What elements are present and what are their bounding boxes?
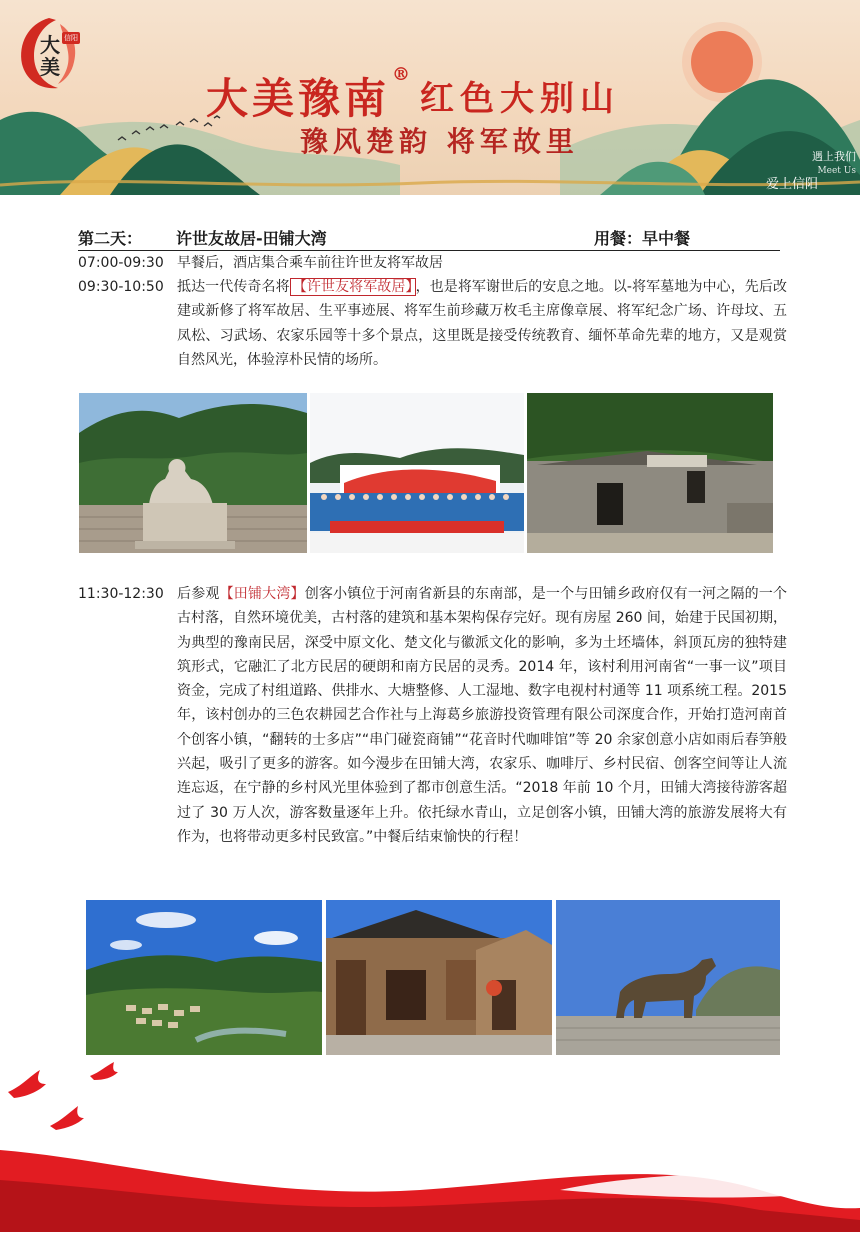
itinerary-text: 早餐后，酒店集合乘车前往许世友将军故居 xyxy=(177,255,443,271)
brand-logo xyxy=(14,14,84,92)
brand-subtitle: 红色大别山 xyxy=(420,79,621,119)
itinerary-time: 07:00-09:30 xyxy=(78,255,164,271)
vertical-slogan-line3: 爱上信阳 xyxy=(766,177,819,192)
photo-village-aerial xyxy=(86,900,322,1055)
itinerary-time: 09:30-10:50 xyxy=(78,279,164,295)
dove-icon xyxy=(8,1062,118,1130)
meal-info: 用餐：早中餐 xyxy=(594,229,691,248)
itinerary-prefix: 抵达一代传奇名将 xyxy=(177,279,290,295)
footer-decoration xyxy=(0,1040,860,1232)
slogan: 豫风楚韵 将军故里 xyxy=(300,125,579,158)
photo-group-gathering xyxy=(310,393,524,553)
brand-heading xyxy=(206,64,621,123)
highlight-attraction: 【许世友将军故居】 xyxy=(290,278,416,296)
photo-old-street xyxy=(326,900,552,1055)
itinerary-suffix: ，也是将军谢世后的安息之地。以-将军墓地为中心，先后改建或新修了将军故居、生平事迹展、将军生前珍藏万枚毛主席像章展、将军纪念广场、许母坟、五凤松、习武场、农家乐园等十多个景点，这里既是接受传统教育、缅怀革命先辈的地方，又是观赏自然风光，体验淳朴民情的场所。 xyxy=(177,279,787,368)
photo-general-statue xyxy=(79,393,307,553)
itinerary-time: 11:30-12:30 xyxy=(78,586,164,602)
logo-tag: 信阳 xyxy=(64,34,78,42)
vertical-slogan-line1: 遇上我们 xyxy=(812,150,856,163)
photo-ox-sculpture xyxy=(556,900,780,1055)
itinerary-text xyxy=(177,275,787,372)
vertical-slogan xyxy=(766,150,856,192)
day-label: 第二天： xyxy=(78,229,143,248)
itinerary-prefix: 后参观 xyxy=(177,586,220,602)
header-banner xyxy=(0,0,860,195)
registered-mark: ® xyxy=(392,64,411,85)
day-header xyxy=(78,226,780,251)
itinerary-suffix: 创客小镇位于河南省新县的东南部，是一个与田铺乡政府仅有一河之隔的一个古村落，自然环境优美，古村落的建筑和基本架构保存完好。现有房屋 260 间，始建于民国初期，为典型的豫南民居，深受中原文化、楚文化与徽派文化的影响，多为土坯墙体，斜顶瓦房的独特建筑形式，它融汇了北方民居的硬朗和南方民居的灵秀。2014 年，该村利用河南省“一事一议”项目资金，完成了村组道路、供排水、大塘整修、人工湿地、数字电视村村通等 11 项系统工程。2015 年，该村创办的三色农耕园艺合作社与上海葛乡旅游投资管理有限公司深度合作，开始打造河南首个创客小镇，“翻转的士多店”“串门碰瓷商铺”“花音时代咖啡馆”等 20 余家创意小店如雨后春笋般兴起，吸引了更多的游客。如今漫步在田铺大湾，农家乐、咖啡厅、乡村民宿、创客空间等让人流连忘返，在宁静的乡村风光里体验到了都市创意生活。“2018 年前 10 个月，田铺大湾接待游客超过了 30 万人次，游客数量逐年上升。依托绿水青山，立足创客小镇，田铺大湾的旅游发展将大有作为，也将带动更多村民致富。”中餐后结束愉快的行程！ xyxy=(177,586,788,845)
itinerary-text xyxy=(177,582,787,849)
brand-title: 大美豫南 xyxy=(206,74,391,123)
vertical-slogan-line2: Meet Us xyxy=(817,166,856,176)
photo-former-residence xyxy=(527,393,773,553)
day-route: 许世友故居-田铺大湾 xyxy=(176,229,327,248)
highlight-attraction: 【田铺大湾】 xyxy=(219,586,305,602)
logo-text: 大美 xyxy=(40,33,60,79)
